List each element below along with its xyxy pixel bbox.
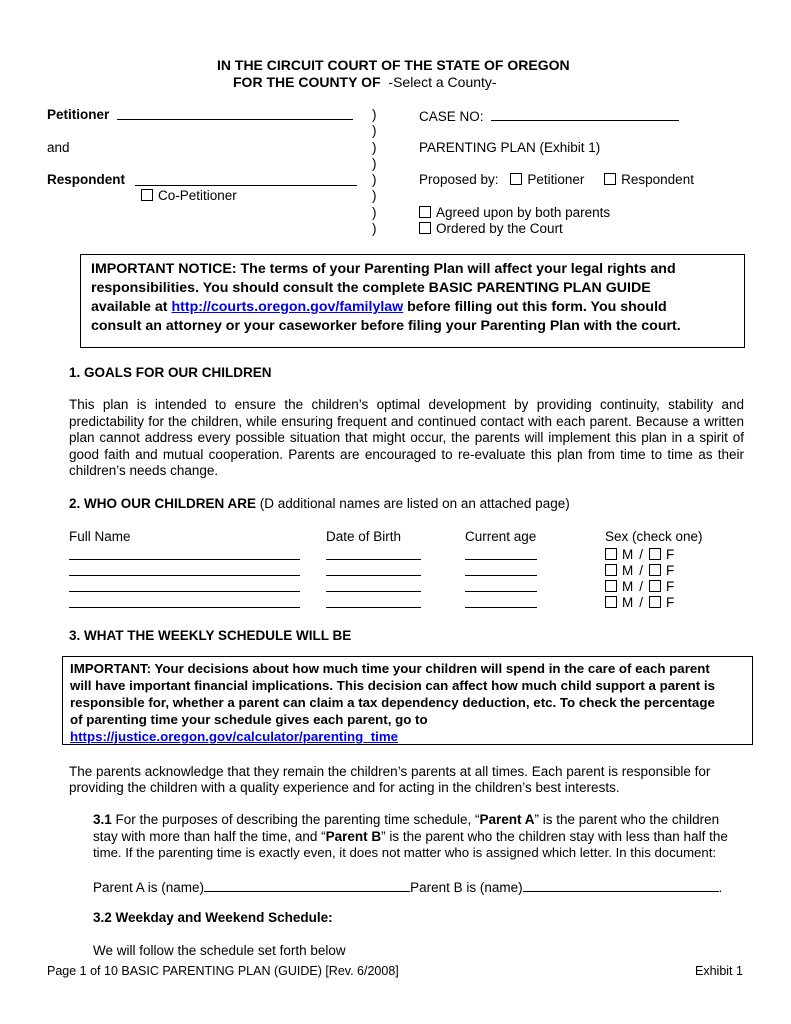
child-name-field[interactable] [69, 562, 300, 579]
county-select[interactable] [388, 74, 497, 90]
parent-row-period: . [718, 880, 723, 895]
caption-paren: ) [372, 140, 377, 155]
sex-m-checkbox[interactable] [605, 564, 617, 576]
proposed-by-row [419, 172, 694, 187]
familylaw-link[interactable]: http://courts.oregon.gov/familylaw [171, 299, 404, 315]
notice-line3-post: before filling out this form. You should [403, 299, 667, 315]
case-no-field[interactable] [491, 107, 679, 121]
s31-text-a: For the purposes of describing the parenting time schedule, “ [111, 812, 480, 827]
sex-f-label: F [666, 595, 675, 610]
agreed-label: Agreed upon by both parents [436, 205, 611, 220]
petitioner-label: Petitioner [47, 107, 110, 122]
agreed-option[interactable] [419, 205, 610, 220]
important-line1: IMPORTANT: Your decisions about how much time your children will spend in the care of each parent [70, 661, 710, 676]
section2-heading-row [69, 496, 570, 511]
s31-line2-b: ” is the parent who the children stay with less than half the [381, 829, 728, 844]
parent-b-label: Parent B is (name) [410, 880, 523, 895]
section3-heading: 3. WHAT THE WEEKLY SCHEDULE WILL BE [69, 628, 352, 643]
court-title-line2 [233, 74, 497, 90]
case-no-label: CASE NO: [419, 109, 484, 124]
sex-separator: / [639, 563, 644, 578]
s32-text: We will follow the schedule set forth below [93, 943, 346, 958]
s31-text-b: ” is the parent who the children [534, 812, 720, 827]
col-current-age: Current age [465, 529, 537, 544]
ordered-option[interactable] [419, 221, 563, 236]
parent-names-row [93, 878, 722, 895]
sex-f-checkbox[interactable] [649, 596, 661, 608]
sex-m-label: M [622, 547, 634, 562]
section2-heading: 2. WHO OUR CHILDREN ARE [69, 496, 257, 511]
child-age-field[interactable] [465, 562, 537, 579]
sex-m-label: M [622, 595, 634, 610]
proposed-petitioner-checkbox[interactable] [510, 173, 522, 185]
caption-paren: ) [372, 188, 377, 203]
respondent-label: Respondent [47, 172, 126, 187]
sex-f-checkbox[interactable] [649, 564, 661, 576]
child-dob-field[interactable] [326, 594, 421, 611]
footer-left: Page 1 of 10 BASIC PARENTING PLAN (GUIDE) [Rev. 6/2008] [47, 964, 399, 978]
child-sex-options [605, 595, 674, 610]
col-sex: Sex (check one) [605, 529, 703, 544]
sex-f-checkbox[interactable] [649, 548, 661, 560]
important-line4: of parenting time your schedule gives each parent, go to [70, 712, 428, 727]
col-full-name: Full Name [69, 529, 131, 544]
s32-heading: 3.2 Weekday and Weekend Schedule: [93, 910, 333, 925]
child-sex-options [605, 579, 674, 594]
caption-paren: ) [372, 107, 377, 122]
footer-right: Exhibit 1 [695, 964, 743, 978]
sex-m-checkbox[interactable] [605, 580, 617, 592]
parent-a-field[interactable] [204, 878, 410, 892]
caption-paren: ) [372, 205, 377, 220]
copetitioner-checkbox[interactable] [141, 189, 153, 201]
important-line3: responsible for, whether a parent can claim a tax dependency deduction, etc. To check the percentage [70, 695, 715, 710]
child-name-field[interactable] [69, 578, 300, 595]
sex-f-label: F [666, 579, 675, 594]
s31-parent-a: Parent A [479, 812, 535, 827]
s31-number: 3.1 [93, 812, 112, 827]
section1-heading: 1. GOALS FOR OUR CHILDREN [69, 365, 272, 380]
s31-line1 [93, 812, 719, 827]
sex-f-checkbox[interactable] [649, 580, 661, 592]
county-label: FOR THE COUNTY OF [233, 74, 381, 90]
sex-m-label: M [622, 579, 634, 594]
notice-line2: responsibilities. You should consult the complete BASIC PARENTING PLAN GUIDE [91, 280, 651, 296]
s31-parent-b: Parent B [325, 829, 382, 844]
child-sex-options [605, 563, 674, 578]
sex-separator: / [639, 595, 644, 610]
notice-line3 [91, 298, 744, 317]
child-age-field[interactable] [465, 546, 537, 563]
parent-a-label: Parent A is (name) [93, 880, 205, 895]
s31-line2-a: stay with more than half the time, and “ [93, 829, 326, 844]
s31-line3: time. If the parenting time is exactly even, it does not matter who is assigned which letter. In this document: [93, 845, 717, 860]
important-notice-box [80, 254, 745, 348]
caption-paren: ) [372, 172, 377, 187]
proposed-by-label: Proposed by: [419, 172, 499, 187]
proposed-respondent-checkbox[interactable] [604, 173, 616, 185]
caption-paren: ) [372, 156, 377, 171]
child-dob-field[interactable] [326, 578, 421, 595]
calculator-link[interactable]: https://justice.oregon.gov/calculator/parenting_time [70, 729, 399, 744]
ack-line2: providing the children with a quality experience and for acting in the children’s best interests. [69, 780, 620, 795]
proposed-respondent-label: Respondent [621, 172, 694, 187]
child-name-field[interactable] [69, 594, 300, 611]
sex-m-checkbox[interactable] [605, 596, 617, 608]
notice-line4: consult an attorney or your caseworker before filing your Parenting Plan with the court. [91, 318, 681, 334]
respondent-field[interactable] [135, 172, 357, 189]
copetitioner-option[interactable] [141, 188, 237, 203]
plan-title: PARENTING PLAN (Exhibit 1) [419, 140, 601, 155]
ack-line1: The parents acknowledge that they remain the children’s parents at all times. Each parent is responsible for [69, 764, 711, 779]
agreed-checkbox[interactable] [419, 206, 431, 218]
sex-m-checkbox[interactable] [605, 548, 617, 560]
and-label: and [47, 140, 70, 155]
section1-body: This plan is intended to ensure the children’s optimal development by providing continuity, stability and predictability for the children, while ensuring frequent and continued contact with each parent. Because a written plan cannot address every possible situation that might occur, the parents will implement this plan in a spirit of good faith and mutual cooperation. Parents are encouraged to re-evaluate this plan from time to time as their children’s needs change. [69, 397, 744, 479]
child-age-field[interactable] [465, 578, 537, 595]
notice-line1: IMPORTANT NOTICE: The terms of your Parenting Plan will affect your legal rights and [91, 261, 676, 277]
section2-heading-note: (D additional names are listed on an attached page) [256, 496, 570, 511]
sex-m-label: M [622, 563, 634, 578]
caption-paren: ) [372, 123, 377, 138]
child-age-field[interactable] [465, 594, 537, 611]
child-dob-field[interactable] [326, 562, 421, 579]
copetitioner-label: Co-Petitioner [158, 188, 237, 203]
sex-f-label: F [666, 547, 675, 562]
child-dob-field[interactable] [326, 546, 421, 563]
caption-paren: ) [372, 221, 377, 236]
case-no-row [419, 107, 679, 124]
sex-separator: / [639, 547, 644, 562]
sex-separator: / [639, 579, 644, 594]
notice-line3-pre: available at [91, 299, 172, 315]
financial-important-box [62, 656, 753, 745]
child-sex-options [605, 547, 674, 562]
col-date-of-birth: Date of Birth [326, 529, 402, 544]
parent-b-field[interactable] [523, 878, 719, 892]
important-line2: will have important financial implications. This decision can affect how much child support a parent is [70, 678, 716, 693]
proposed-petitioner-label: Petitioner [527, 172, 585, 187]
child-name-field[interactable] [69, 546, 300, 563]
s31-line2 [93, 829, 728, 844]
ordered-label: Ordered by the Court [436, 221, 563, 236]
sex-f-label: F [666, 563, 675, 578]
petitioner-field[interactable] [117, 106, 353, 123]
ordered-checkbox[interactable] [419, 222, 431, 234]
court-title-line1: IN THE CIRCUIT COURT OF THE STATE OF OREGON [217, 57, 570, 73]
